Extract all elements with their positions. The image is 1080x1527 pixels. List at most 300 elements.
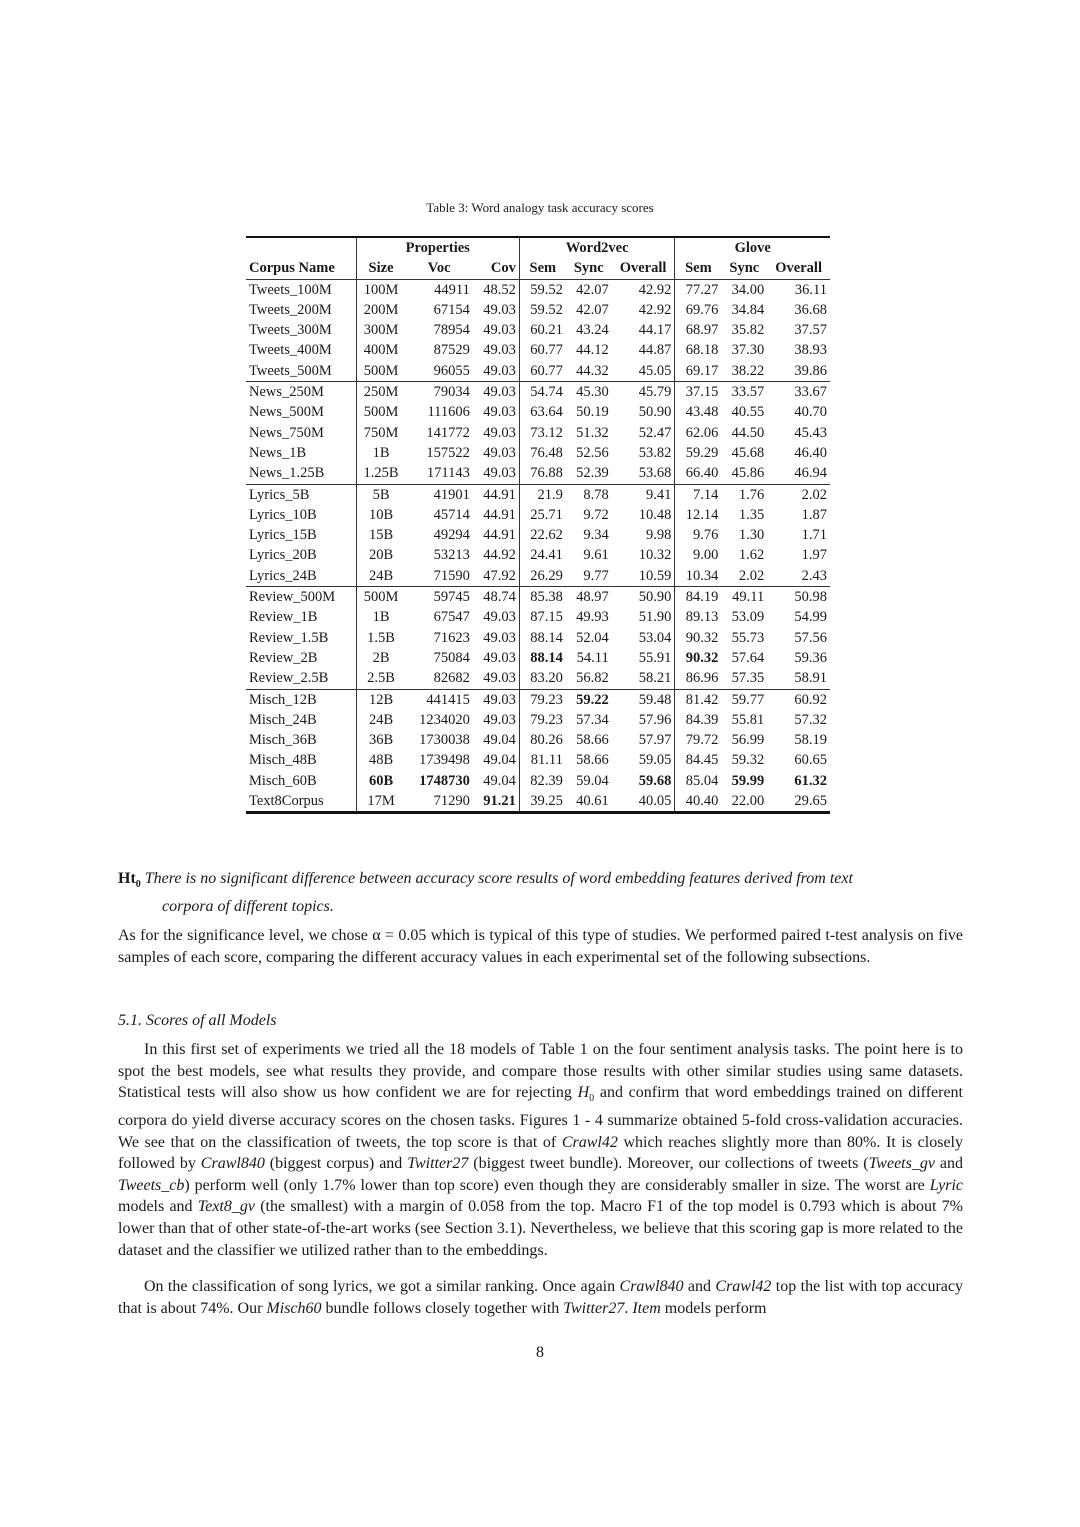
- value-cell: 37.57: [794, 322, 827, 339]
- value-cell: 45.43: [794, 424, 827, 441]
- value-cell: 58.66: [576, 752, 609, 769]
- value-cell: 36B: [356, 730, 405, 750]
- group-header-word2vec: Word2vec: [519, 237, 675, 258]
- value-cell: 24B: [356, 710, 405, 730]
- value-cell: 71290: [405, 791, 472, 813]
- value-cell: 44.87: [638, 342, 672, 359]
- value-cell: 49.03: [473, 382, 519, 403]
- value-cell: 2.02: [738, 567, 765, 584]
- value-cell: 81.42: [675, 689, 721, 710]
- value-cell: 51.90: [638, 609, 672, 626]
- value-cell: 52.04: [576, 629, 609, 646]
- table-row: [246, 423, 830, 443]
- corpus-name-cell: Tweets_400M: [249, 342, 332, 359]
- corpus-name-cell: Lyrics_10B: [249, 506, 317, 523]
- value-cell: 49.04: [483, 752, 516, 769]
- col-header-size: Size: [356, 258, 405, 279]
- value-cell: 45.68: [731, 444, 765, 461]
- value-cell: 96055: [433, 362, 470, 379]
- value-cell: 2.5B: [356, 668, 405, 689]
- value-cell: 71590: [433, 567, 470, 584]
- hypothesis-text-line1: There is no significant difference between accuracy score results of word embedding features derived from text: [144, 870, 853, 887]
- value-cell: 34.84: [731, 301, 765, 318]
- table-row: [246, 791, 830, 813]
- value-cell: 62.06: [675, 423, 721, 443]
- value-cell: 53213: [433, 547, 470, 564]
- value-cell: 84.45: [675, 750, 721, 770]
- hypothesis-block: [118, 868, 963, 917]
- value-cell: 29.65: [767, 791, 830, 813]
- col-header-glove-sem: Sem: [675, 258, 721, 279]
- value-cell: 1.76: [721, 484, 767, 505]
- value-cell: 57.35: [731, 670, 765, 687]
- value-cell: 9.34: [583, 527, 609, 544]
- value-cell: 49.03: [483, 362, 516, 379]
- corpus-name-cell: News_750M: [249, 424, 324, 441]
- value-cell: 33.57: [721, 382, 767, 403]
- value-cell: 49.03: [483, 301, 516, 318]
- value-cell: 49.04: [483, 772, 516, 789]
- corpus-name-cell: Misch_36B: [249, 732, 317, 749]
- value-cell: 33.67: [767, 382, 830, 403]
- value-cell: 67154: [433, 301, 470, 318]
- value-cell: 42.92: [638, 301, 672, 318]
- value-cell: 69.76: [675, 300, 721, 320]
- value-cell: 79.23: [519, 689, 565, 710]
- corpus-name-cell: Misch_60B: [249, 772, 317, 789]
- value-cell: 76.88: [519, 463, 565, 484]
- hypothesis-label: $Ht_0$: [118, 870, 141, 891]
- value-cell: 17M: [356, 791, 405, 813]
- corpus-name-cell: Review_2.5B: [249, 670, 329, 687]
- value-cell: 59.29: [675, 443, 721, 463]
- value-cell: 42.92: [612, 279, 675, 300]
- table-row: [246, 340, 830, 360]
- value-cell: 61.32: [794, 772, 827, 789]
- value-cell: 40.70: [794, 404, 827, 421]
- corpus-name-cell: Lyrics_15B: [249, 527, 317, 544]
- corpus-name-cell: Tweets_500M: [249, 362, 332, 379]
- value-cell: 59.48: [612, 689, 675, 710]
- value-cell: 56.82: [576, 670, 609, 687]
- value-cell: 39.25: [519, 791, 565, 813]
- corpus-name-cell: Review_1.5B: [249, 629, 329, 646]
- table-row: [246, 443, 830, 463]
- value-cell: 59745: [405, 587, 472, 608]
- value-cell: 80.26: [519, 730, 565, 750]
- value-cell: 91.21: [473, 791, 519, 813]
- table-row: [246, 710, 830, 730]
- value-cell: 44.32: [576, 362, 609, 379]
- value-cell: 45714: [433, 506, 470, 523]
- value-cell: 111606: [427, 404, 470, 421]
- value-cell: 500M: [356, 361, 405, 382]
- value-cell: 59.99: [731, 772, 765, 789]
- table-row: [246, 771, 830, 791]
- value-cell: 49.03: [483, 670, 516, 687]
- value-cell: 59.77: [721, 689, 767, 710]
- value-cell: 54.11: [576, 649, 609, 666]
- word-analogy-table: [246, 236, 830, 814]
- value-cell: 59.04: [576, 772, 609, 789]
- value-cell: 44.92: [483, 547, 516, 564]
- corpus-name-cell: Lyrics_20B: [249, 547, 317, 564]
- value-cell: 20B: [356, 545, 405, 565]
- value-cell: 1739498: [419, 752, 470, 769]
- value-cell: 10.48: [638, 506, 672, 523]
- value-cell: 24B: [356, 566, 405, 587]
- value-cell: 40.05: [612, 791, 675, 813]
- value-cell: 68.97: [675, 320, 721, 340]
- value-cell: 12B: [356, 689, 405, 710]
- value-cell: 49.03: [483, 649, 516, 666]
- value-cell: 45.05: [638, 362, 672, 379]
- group-header-properties: Properties: [356, 237, 519, 258]
- value-cell: 49.03: [483, 629, 516, 646]
- value-cell: 5B: [356, 484, 405, 505]
- value-cell: 44.91: [473, 484, 519, 505]
- value-cell: 35.82: [731, 322, 765, 339]
- value-cell: 10.59: [638, 567, 672, 584]
- value-cell: 8.78: [566, 484, 612, 505]
- table-row: [246, 689, 830, 710]
- value-cell: 1.62: [738, 547, 765, 564]
- value-cell: 59.22: [566, 689, 612, 710]
- value-cell: 55.91: [638, 649, 672, 666]
- value-cell: 44.91: [483, 527, 516, 544]
- value-cell: 44911: [405, 279, 472, 300]
- value-cell: 38.22: [731, 362, 765, 379]
- value-cell: 39.86: [794, 362, 827, 379]
- value-cell: 55.81: [731, 711, 765, 728]
- value-cell: 12.14: [675, 505, 721, 525]
- value-cell: 1.97: [801, 547, 827, 564]
- table-row: [246, 607, 830, 627]
- value-cell: 49294: [433, 527, 470, 544]
- value-cell: 50.90: [638, 404, 672, 421]
- value-cell: 59.52: [519, 279, 565, 300]
- value-cell: 200M: [356, 300, 405, 320]
- value-cell: 49.03: [483, 465, 516, 482]
- value-cell: 48B: [356, 750, 405, 770]
- value-cell: 10B: [356, 505, 405, 525]
- value-cell: 157522: [426, 444, 470, 461]
- corpus-name-cell: News_1.25B: [249, 465, 325, 482]
- value-cell: 53.68: [638, 465, 672, 482]
- value-cell: 38.93: [794, 342, 827, 359]
- col-header-glove-overall: Overall: [767, 258, 830, 279]
- value-cell: 49.11: [721, 587, 767, 608]
- value-cell: 9.76: [675, 525, 721, 545]
- value-cell: 1B: [356, 443, 405, 463]
- scores-paragraph: In this first set of experiments we tried all the 18 models of Table 1 on the four sentiment analysis tasks. The point here is to spot the best models, see what results they provide, and compare those results with other similar studies using same datasets. Statistical tests will also show us how confident we are for rejecting $H_0$ and confirm that word embeddings trained on different corpora do yield diverse accuracy scores on the chosen tasks. Figures 1 - 4 summarize obtained 5-fold cross-validation accuracies. We see that on the classification of tweets, the top score is that of Crawl42 which reaches slightly more than 80%. It is closely followed by Crawl840 (biggest corpus) and Twitter27 (biggest tweet bundle). Moreover, our collections of tweets (Tweets_gv and Tweets_cb) perform well (only 1.7% lower than top score) even though they are considerably smaller in size. The worst are Lyric models and Text8_gv (the smallest) with a margin of 0.058 from the top. Macro F1 of the top model is 0.793 which is about 7% lower than that of other state-of-the-art works (see Section 3.1). Nevertheless, we believe that this scoring gap is more related to the dataset and the classifier we utilized rather than to the embeddings.: [118, 1041, 964, 1259]
- value-cell: 300M: [356, 320, 405, 340]
- value-cell: 58.66: [576, 732, 609, 749]
- value-cell: 53.04: [638, 629, 672, 646]
- col-header-w2v-overall: Overall: [612, 258, 675, 279]
- value-cell: 59.05: [638, 752, 672, 769]
- value-cell: 44.12: [576, 342, 609, 359]
- value-cell: 49.03: [483, 342, 516, 359]
- value-cell: 500M: [356, 587, 405, 608]
- value-cell: 25.71: [519, 505, 565, 525]
- value-cell: 81.11: [519, 750, 565, 770]
- value-cell: 68.18: [675, 340, 721, 360]
- value-cell: 22.00: [721, 791, 767, 813]
- value-cell: 71623: [433, 629, 470, 646]
- value-cell: 57.56: [794, 629, 827, 646]
- value-cell: 2B: [356, 648, 405, 668]
- value-cell: 83.20: [519, 668, 565, 689]
- corpus-name-cell: Misch_24B: [249, 711, 317, 728]
- value-cell: 34.00: [721, 279, 767, 300]
- value-cell: 1.71: [801, 527, 827, 544]
- corpus-name-cell: Lyrics_5B: [246, 484, 356, 505]
- value-cell: 56.99: [731, 732, 765, 749]
- value-cell: 59.32: [731, 752, 765, 769]
- table-caption: Table 3: Word analogy task accuracy scores: [426, 200, 654, 215]
- col-header-cov: Cov: [473, 258, 519, 279]
- value-cell: 9.61: [583, 547, 609, 564]
- value-cell: 58.21: [638, 670, 672, 687]
- col-header-w2v-sem: Sem: [519, 258, 565, 279]
- value-cell: 9.00: [675, 545, 721, 565]
- value-cell: 59.68: [638, 772, 672, 789]
- value-cell: 58.19: [794, 732, 827, 749]
- value-cell: 84.39: [675, 710, 721, 730]
- value-cell: 54.74: [519, 382, 565, 403]
- corpus-name-cell: Review_2B: [249, 649, 318, 666]
- table-row: [246, 750, 830, 770]
- value-cell: 84.19: [675, 587, 721, 608]
- value-cell: 1.25B: [356, 463, 405, 484]
- value-cell: 57.97: [638, 732, 672, 749]
- value-cell: 88.14: [519, 648, 565, 668]
- value-cell: 43.24: [576, 322, 609, 339]
- value-cell: 10.32: [638, 547, 672, 564]
- value-cell: 9.98: [646, 527, 672, 544]
- corpus-name-cell: Tweets_300M: [249, 322, 332, 339]
- value-cell: 76.48: [519, 443, 565, 463]
- value-cell: 9.72: [583, 506, 609, 523]
- table-row: [246, 382, 830, 403]
- value-cell: 55.73: [731, 629, 765, 646]
- value-cell: 54.99: [794, 609, 827, 626]
- value-cell: 87529: [433, 342, 470, 359]
- value-cell: 57.34: [576, 711, 609, 728]
- value-cell: 53.09: [731, 609, 765, 626]
- value-cell: 69.17: [675, 361, 721, 382]
- value-cell: 37.15: [675, 382, 721, 403]
- table-row: [246, 628, 830, 648]
- corpus-name-cell: News_500M: [249, 404, 324, 421]
- value-cell: 63.64: [519, 402, 565, 422]
- value-cell: 89.13: [675, 607, 721, 627]
- significance-paragraph: As for the significance level, we chose α = 0.05 which is typical of this type of studies. We performed paired t-test analysis on five samples of each score, comparing the different accuracy values in each experimental set of the following subsections.: [118, 927, 963, 966]
- table-row: [246, 648, 830, 668]
- value-cell: 77.27: [675, 279, 721, 300]
- value-cell: 75084: [433, 649, 470, 666]
- value-cell: 750M: [356, 423, 405, 443]
- table-row: [246, 300, 830, 320]
- group-header-glove: Glove: [675, 237, 830, 258]
- value-cell: 37.30: [731, 342, 765, 359]
- value-cell: 60.21: [519, 320, 565, 340]
- value-cell: 1730038: [419, 732, 470, 749]
- value-cell: 44.50: [731, 424, 765, 441]
- value-cell: 82.39: [519, 771, 565, 791]
- value-cell: 2.43: [801, 567, 827, 584]
- value-cell: 57.64: [731, 649, 765, 666]
- value-cell: 7.14: [675, 484, 721, 505]
- corpus-name-cell: Review_500M: [246, 587, 356, 608]
- value-cell: 1.87: [801, 506, 827, 523]
- value-cell: 60.77: [519, 361, 565, 382]
- value-cell: 43.48: [675, 402, 721, 422]
- value-cell: 85.04: [675, 771, 721, 791]
- corpus-name-cell: Tweets_100M: [246, 279, 356, 300]
- value-cell: 49.03: [483, 424, 516, 441]
- table-row: [246, 525, 830, 545]
- corpus-name-cell: News_250M: [246, 382, 356, 403]
- corpus-name-cell: News_1B: [249, 444, 307, 461]
- value-cell: 1.30: [738, 527, 765, 544]
- value-cell: 60.77: [519, 340, 565, 360]
- value-cell: 40.55: [731, 404, 765, 421]
- col-header-w2v-sync: Sync: [566, 258, 612, 279]
- value-cell: 44.91: [483, 506, 516, 523]
- value-cell: 441415: [405, 689, 472, 710]
- value-cell: 57.32: [794, 711, 827, 728]
- value-cell: 60B: [356, 771, 405, 791]
- section-title: 5.1. Scores of all Models: [118, 1012, 277, 1029]
- table-row: [246, 730, 830, 750]
- value-cell: 90.32: [675, 628, 721, 648]
- value-cell: 15B: [356, 525, 405, 545]
- corpus-name-cell: Lyrics_24B: [249, 567, 317, 584]
- value-cell: 59.36: [794, 649, 827, 666]
- value-cell: 49.03: [483, 711, 516, 728]
- value-cell: 45.30: [566, 382, 612, 403]
- col-header-corpus-name: Corpus Name: [246, 258, 356, 279]
- value-cell: 49.03: [483, 444, 516, 461]
- table-row: [246, 484, 830, 505]
- value-cell: 60.65: [794, 752, 827, 769]
- value-cell: 2.02: [767, 484, 830, 505]
- value-cell: 48.52: [473, 279, 519, 300]
- corpus-name-cell: Review_1B: [249, 609, 318, 626]
- corpus-name-cell: Tweets_200M: [249, 301, 332, 318]
- value-cell: 52.39: [576, 465, 609, 482]
- value-cell: 45.86: [731, 465, 765, 482]
- lyrics-paragraph: On the classification of song lyrics, we got a similar ranking. Once again Crawl840 and Crawl42 top the list with top accuracy that is about 74%. Our Misch60 bundle follows closely together with Twitter27. Item models perform: [118, 1278, 963, 1317]
- table-row: [246, 505, 830, 525]
- value-cell: 50.98: [767, 587, 830, 608]
- value-cell: 49.03: [483, 609, 516, 626]
- table-row: [246, 545, 830, 565]
- value-cell: 49.03: [483, 322, 516, 339]
- value-cell: 59.52: [519, 300, 565, 320]
- value-cell: 58.91: [794, 670, 827, 687]
- corpus-name-cell: Misch_12B: [246, 689, 356, 710]
- corpus-name-cell: Text8Corpus: [246, 791, 356, 813]
- table-row: [246, 668, 830, 689]
- value-cell: 79.72: [675, 730, 721, 750]
- value-cell: 9.41: [612, 484, 675, 505]
- value-cell: 79.23: [519, 710, 565, 730]
- table-row: [246, 566, 830, 587]
- value-cell: 40.40: [675, 791, 721, 813]
- value-cell: 73.12: [519, 423, 565, 443]
- table-row: [246, 587, 830, 608]
- value-cell: 50.90: [612, 587, 675, 608]
- corpus-name-cell: Misch_48B: [249, 752, 317, 769]
- value-cell: 52.47: [638, 424, 672, 441]
- col-header-glove-sync: Sync: [721, 258, 767, 279]
- value-cell: 78954: [433, 322, 470, 339]
- value-cell: 82682: [433, 670, 470, 687]
- value-cell: 47.92: [483, 567, 516, 584]
- table-row: [246, 320, 830, 340]
- value-cell: 46.94: [794, 465, 827, 482]
- value-cell: 49.03: [473, 689, 519, 710]
- value-cell: 141772: [426, 424, 470, 441]
- value-cell: 42.07: [566, 279, 612, 300]
- table-row: [246, 279, 830, 300]
- value-cell: 171143: [426, 465, 470, 482]
- hypothesis-text-line2: corpora of different topics.: [162, 897, 334, 915]
- value-cell: 44.17: [638, 322, 672, 339]
- value-cell: 90.32: [675, 648, 721, 668]
- value-cell: 87.15: [519, 607, 565, 627]
- value-cell: 53.82: [638, 444, 672, 461]
- value-cell: 49.93: [576, 609, 609, 626]
- value-cell: 22.62: [519, 525, 565, 545]
- col-header-voc: Voc: [405, 258, 472, 279]
- value-cell: 100M: [356, 279, 405, 300]
- value-cell: 67547: [433, 609, 470, 626]
- value-cell: 42.07: [576, 301, 609, 318]
- value-cell: 400M: [356, 340, 405, 360]
- value-cell: 86.96: [675, 668, 721, 689]
- value-cell: 85.38: [519, 587, 565, 608]
- value-cell: 57.96: [638, 711, 672, 728]
- value-cell: 1.5B: [356, 628, 405, 648]
- table-row: [246, 361, 830, 382]
- value-cell: 1B: [356, 607, 405, 627]
- value-cell: 9.77: [583, 567, 609, 584]
- value-cell: 49.04: [483, 732, 516, 749]
- value-cell: 48.74: [473, 587, 519, 608]
- value-cell: 52.56: [576, 444, 609, 461]
- table-row: [246, 463, 830, 484]
- value-cell: 79034: [405, 382, 472, 403]
- value-cell: 500M: [356, 402, 405, 422]
- value-cell: 51.32: [576, 424, 609, 441]
- value-cell: 46.40: [794, 444, 827, 461]
- value-cell: 10.34: [675, 566, 721, 587]
- value-cell: 41901: [405, 484, 472, 505]
- value-cell: 250M: [356, 382, 405, 403]
- value-cell: 88.14: [519, 628, 565, 648]
- value-cell: 45.79: [612, 382, 675, 403]
- value-cell: 1.35: [738, 506, 765, 523]
- value-cell: 36.68: [794, 301, 827, 318]
- value-cell: 36.11: [767, 279, 830, 300]
- value-cell: 60.92: [767, 689, 830, 710]
- table-row: [246, 402, 830, 422]
- value-cell: 24.41: [519, 545, 565, 565]
